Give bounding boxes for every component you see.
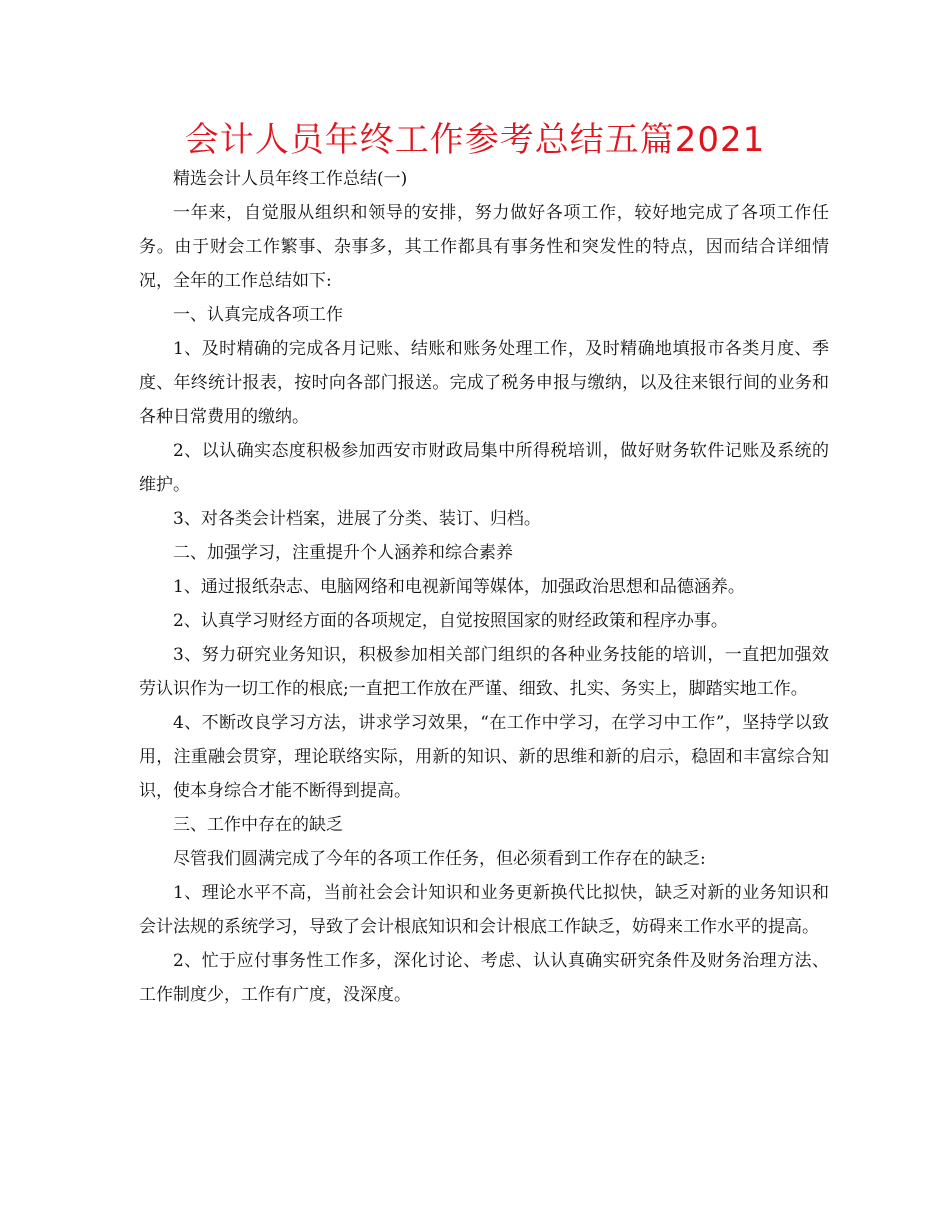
paragraph-item: 1、理论水平不高，当前社会会计知识和业务更新换代比拟快，缺乏对新的业务知识和会计法规的系统学习，导致了会计根底知识和会计根底工作缺乏，妨碍来工作水平的提高。 xyxy=(139,883,829,937)
paragraph-item: 1、及时精确的完成各月记账、结账和账务处理工作，及时精确地填报市各类月度、季度、年终统计报表，按时向各部门报送。完成了税务申报与缴纳，以及往来银行间的业务和各种日常费用的缴纳。 xyxy=(139,339,829,427)
section-heading-2: 二、加强学习，注重提升个人涵养和综合素养 xyxy=(173,543,513,563)
paragraph-item: 2、认真学习财经方面的各项规定，自觉按照国家的财经政策和程序办事。 xyxy=(173,611,728,631)
paragraph-intro: 一年来，自觉服从组织和领导的安排，努力做好各项工作，较好地完成了各项工作任务。由于财会工作繁事、杂事多，其工作都具有事务性和突发性的特点，因而结合详细情况，全年的工作总结如下: xyxy=(139,203,829,291)
paragraph-item: 3、对各类会计档案，进展了分类、装订、归档。 xyxy=(173,509,541,529)
paragraph-item: 4、不断改良学习方法，讲求学习效果，“在工作中学习，在学习中工作”，坚持学以致用，注重融会贯穿，理论联络实际，用新的知识、新的思维和新的启示，稳固和丰富综合知识，使本身综合才能不断得到提高。 xyxy=(139,713,829,801)
paragraph-item: 2、以认确实态度积极参加西安市财政局集中所得税培训，做好财务软件记账及系统的维护。 xyxy=(139,441,829,495)
paragraph-item: 2、忙于应付事务性工作多，深化讨论、考虑、认认真确实研究条件及财务治理方法、工作制度少，工作有广度，没深度。 xyxy=(139,951,829,1005)
section-heading-3: 三、工作中存在的缺乏 xyxy=(173,815,343,835)
paragraph-item: 尽管我们圆满完成了今年的各项工作任务，但必须看到工作存在的缺乏: xyxy=(173,849,706,869)
document-body xyxy=(139,162,829,1012)
document-title: 会计人员年终工作参考总结五篇2021 xyxy=(184,120,766,160)
paragraph-subtitle: 精选会计人员年终工作总结(一) xyxy=(173,169,408,189)
section-heading-1: 一、认真完成各项工作 xyxy=(173,305,343,325)
paragraph-item: 3、努力研究业务知识，积极参加相关部门组织的各种业务技能的培训，一直把加强效劳认识作为一切工作的根底;一直把工作放在严谨、细致、扎实、务实上，脚踏实地工作。 xyxy=(139,645,829,699)
paragraph-item: 1、通过报纸杂志、电脑网络和电视新闻等媒体，加强政治思想和品德涵养。 xyxy=(173,577,745,597)
